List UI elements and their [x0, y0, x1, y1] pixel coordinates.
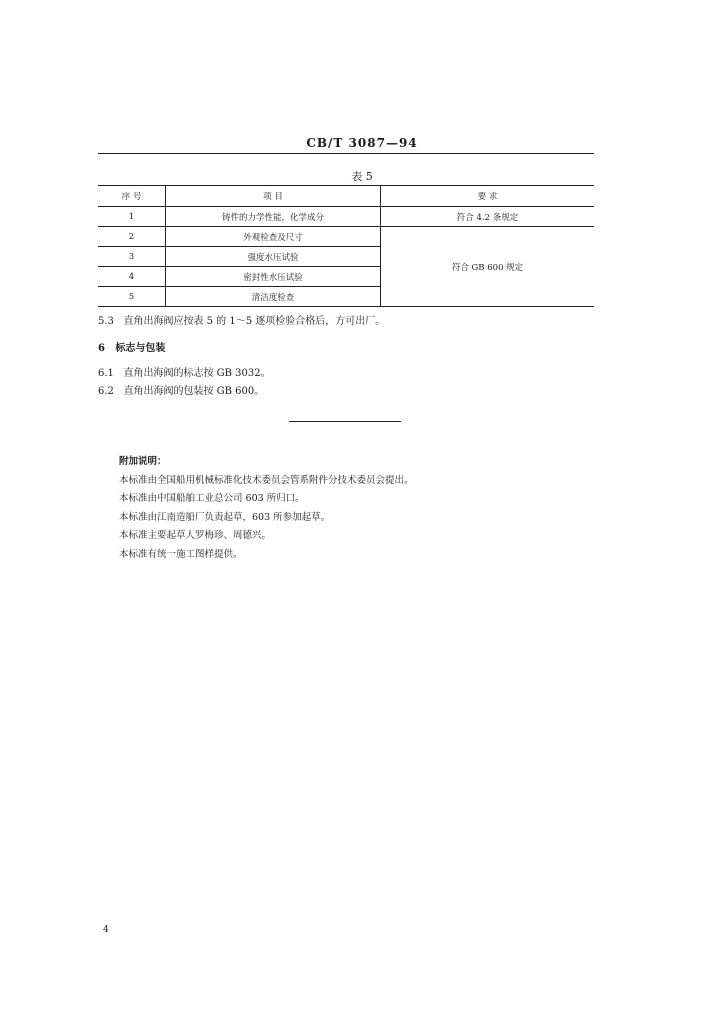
section-6-heading [98, 339, 165, 354]
row-number: 3 [98, 247, 166, 267]
table-header-row [98, 186, 594, 207]
clause-6-2 [98, 382, 264, 397]
notes-line: 本标准主要起草人罗梅珍、周德兴。 [119, 530, 272, 541]
row-item: 外观检查及尺寸 [166, 227, 381, 247]
clause-number: 6.1 [98, 368, 114, 379]
header-rule [98, 153, 594, 154]
section-title: 标志与包装 [115, 343, 166, 354]
table-row [98, 227, 594, 247]
clause-number: 5.3 [98, 316, 114, 327]
inspection-table [98, 185, 594, 307]
row-number: 1 [98, 207, 166, 227]
table-row [98, 207, 594, 227]
notes-title: 附加说明： [119, 456, 167, 467]
col-header-no: 序 号 [98, 186, 166, 207]
row-item: 强度水压试验 [166, 247, 381, 267]
clause-text: 直角出海阀应按表 5 的 1～5 逐项检验合格后，方可出厂。 [123, 316, 386, 327]
row-number: 4 [98, 267, 166, 287]
clause-number: 6.2 [98, 386, 114, 397]
notes-line: 本标准由中国船舶工业总公司 603 所归口。 [119, 493, 305, 504]
row-number: 5 [98, 287, 166, 307]
clause-text: 直角出海阀的包装按 GB 600。 [123, 386, 265, 397]
additional-notes [119, 453, 414, 564]
row-number: 2 [98, 227, 166, 247]
row-item: 密封性水压试验 [166, 267, 381, 287]
row-item: 清洁度检查 [166, 287, 381, 307]
clause-5-3 [98, 312, 385, 327]
notes-line: 本标准由江南造船厂负责起草，603 所参加起草。 [119, 511, 331, 523]
table-caption: 表 5 [351, 170, 373, 183]
col-header-requirement: 要 求 [381, 186, 595, 207]
section-number: 6 [98, 343, 105, 354]
col-header-item: 项 目 [166, 186, 381, 207]
row-requirement: 符合 4.2 条规定 [381, 207, 595, 227]
standard-code: CB/T 3087—94 [306, 136, 418, 150]
clause-text: 直角出海阀的标志按 GB 3032。 [123, 368, 271, 379]
merged-requirement: 符合 GB 600 规定 [381, 227, 595, 307]
notes-line: 本标准由全国船用机械标准化技术委员会管系附件分技术委员会提出。 [119, 474, 414, 486]
row-item: 铸件的力学性能，化学成分 [166, 207, 381, 227]
notes-line: 本标准有统一施工图样提供。 [119, 548, 243, 560]
end-divider [289, 421, 401, 422]
clause-6-1 [98, 364, 271, 379]
page-number: 4 [103, 925, 109, 935]
